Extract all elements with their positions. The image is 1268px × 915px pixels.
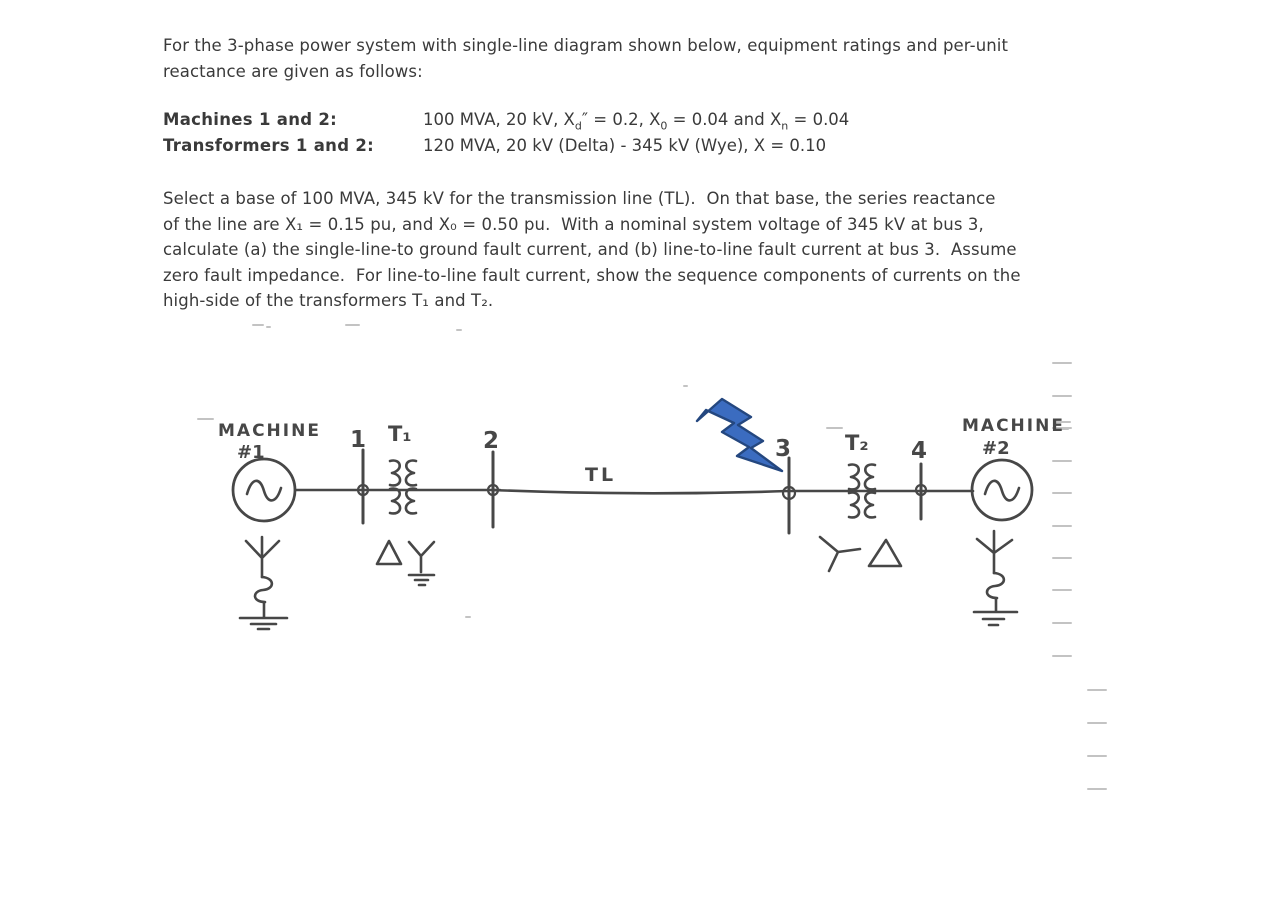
machine1-label: MACHINE [218, 421, 321, 441]
body-line-3: calculate (a) the single-line-to ground fault current, and (b) line-to-line fault current at bus 3. Assume [163, 240, 1017, 259]
bus4-label: 4 [911, 438, 928, 464]
intro-line-2: reactance are given as follows: [163, 62, 423, 81]
machine2-number-label: #2 [982, 438, 1010, 459]
rating-label-transformers: Transformers 1 and 2: [163, 136, 375, 155]
body-line-2: of the line are X₁ = 0.15 pu, and X₀ = 0.50 pu. With a nominal system voltage of 345 kV at bus 3, [163, 214, 984, 234]
body-line-5: high-side of the transformers T₁ and T₂. [163, 291, 494, 310]
t1-wye-ground-icon [409, 542, 434, 585]
rating-label-machines: Machines 1 and 2: [163, 110, 338, 129]
transformer1-label: T₁ [388, 422, 412, 446]
intro-line-1: For the 3-phase power system with single-line diagram shown below, equipment ratings and per-unit [163, 36, 1009, 55]
transmission-line [493, 490, 788, 493]
t1-delta-icon [377, 541, 401, 564]
machine1-number-label: #1 [237, 442, 265, 463]
t2-delta-icon [869, 540, 901, 566]
generator-2-icon [972, 460, 1032, 520]
transmission-line-label: TL [585, 464, 617, 486]
transformer-1-icon [390, 461, 416, 514]
rating-value-machines: 100 MVA, 20 kV, $X_d'' = 0.2$, $X_0 = 0.04$ and $X_n = 0.04$ [423, 110, 850, 133]
diagram-labels [218, 416, 1065, 486]
rating-value-transformers: 120 MVA, 20 kV (Delta) - 345 kV (Wye), X = 0.10 [423, 136, 827, 155]
t2-wye-icon [820, 537, 860, 571]
bus2-label: 2 [483, 428, 500, 454]
machine1-wye-ground-icon [240, 537, 287, 629]
bus3-label: 3 [775, 436, 792, 462]
transformer2-label: T₂ [845, 431, 869, 455]
body-line-4: zero fault impedance. For line-to-line fault current, show the sequence components of currents on the [163, 265, 1021, 285]
body-line-1: Select a base of 100 MVA, 345 kV for the transmission line (TL). On that base, the series reactance [163, 189, 996, 208]
fault-bolt-icon [697, 399, 782, 471]
generator-1-icon [233, 459, 295, 521]
scan-artifact-marks [198, 325, 1106, 789]
bus1-label: 1 [350, 427, 367, 453]
machine2-wye-ground-icon [974, 531, 1017, 625]
machine2-label: MACHINE [962, 416, 1065, 436]
